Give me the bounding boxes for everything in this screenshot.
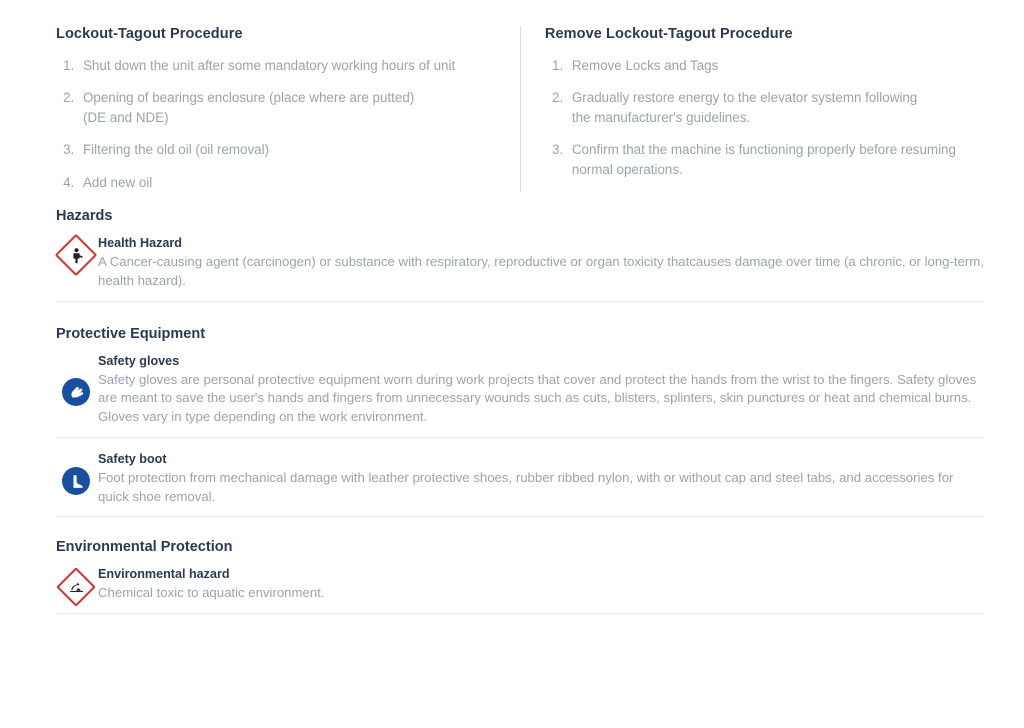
list-item — [567, 88, 966, 127]
remove-lockout-tagout-title: Remove Lockout-Tagout Procedure — [544, 26, 793, 42]
environmental-hazard-description: Chemical toxic to aquatic environment. — [98, 585, 325, 601]
list-item — [567, 140, 966, 179]
lockout-tagout-steps — [56, 56, 502, 192]
ghs-diamond-shape — [56, 567, 96, 607]
health-hazard-icon — [56, 236, 96, 270]
environment-hazard-icon — [56, 569, 96, 601]
protective-equipment-section — [56, 326, 984, 518]
hazard-item — [56, 234, 984, 301]
hazards-section — [56, 208, 984, 301]
environmental-hazard-body — [96, 567, 984, 603]
lockout-tagout-column — [56, 26, 520, 192]
protective-equipment-title: Protective Equipment — [56, 325, 206, 342]
ppe-item — [56, 352, 984, 438]
procedures-section — [56, 26, 984, 192]
safety-gloves-icon — [56, 374, 96, 406]
step-subtext: the manufacturer's guidelines. — [571, 109, 751, 125]
ppe-body — [96, 452, 984, 506]
remove-lockout-tagout-steps — [545, 56, 966, 179]
hazard-description: A Cancer-causing agent (carcinogen) or substance with respiratory, reproductive or organ toxicity thatcauses damage over time (a chronic, or long-term, health hazard). — [98, 254, 984, 288]
hazard-body — [96, 236, 984, 290]
step-subtext: normal operations. — [571, 161, 683, 177]
environment-hazard-glyph — [64, 575, 88, 599]
step-text: Gradually restore energy to the elevator systemn following — [571, 90, 918, 106]
environmental-protection-title: Environmental Protection — [56, 539, 233, 556]
list-item — [567, 56, 966, 75]
ppe-name: Safety boot — [98, 451, 167, 466]
ppe-circle-shape — [62, 467, 90, 495]
environmental-hazard-item — [56, 565, 984, 614]
health-hazard-glyph — [63, 242, 89, 268]
environmental-protection-section — [56, 539, 984, 614]
environmental-hazard-name: Environmental hazard — [98, 567, 230, 582]
ppe-name: Safety gloves — [98, 353, 180, 368]
ppe-description: Foot protection from mechanical damage with leather protective shoes, rubber ribbed nylon, with or without cap and steel tabs, and accessories for quick shoe removal. — [98, 469, 954, 504]
step-text: Opening of bearings enclosure (place where are putted) — [83, 90, 415, 106]
step-subtext: (DE and NDE) — [83, 109, 169, 125]
lockout-tagout-title: Lockout-Tagout Procedure — [56, 26, 243, 42]
ppe-item — [56, 450, 984, 517]
step-text: Add new oil — [83, 174, 153, 190]
step-text: Shut down the unit after some mandatory working hours of unit — [83, 58, 456, 73]
safety-boot-icon — [56, 463, 96, 495]
step-text: Confirm that the machine is functioning properly before resuming — [571, 142, 956, 158]
list-item — [78, 56, 502, 75]
ppe-description: Safety gloves are personal protective equipment worn during work projects that cover and protect the hands from the wrist to the fingers. Safety gloves are meant to save the user's hands and fingers from unnecessary wounds such as cuts, blisters, splinters, skin punctures or heat and chemical burns. Gloves vary in type depending on the work environment. — [98, 371, 977, 425]
ghs-diamond-shape — [55, 234, 97, 276]
step-text: Remove Locks and Tags — [571, 58, 719, 73]
hazard-name: Health Hazard — [98, 236, 182, 251]
step-text: Filtering the old oil (oil removal) — [83, 142, 270, 158]
list-item — [78, 140, 502, 159]
list-item — [78, 88, 502, 127]
list-item — [78, 173, 502, 192]
ppe-body — [96, 354, 984, 427]
remove-lockout-tagout-column — [520, 26, 984, 192]
hazards-title: Hazards — [56, 208, 113, 225]
ppe-circle-shape — [62, 378, 90, 406]
